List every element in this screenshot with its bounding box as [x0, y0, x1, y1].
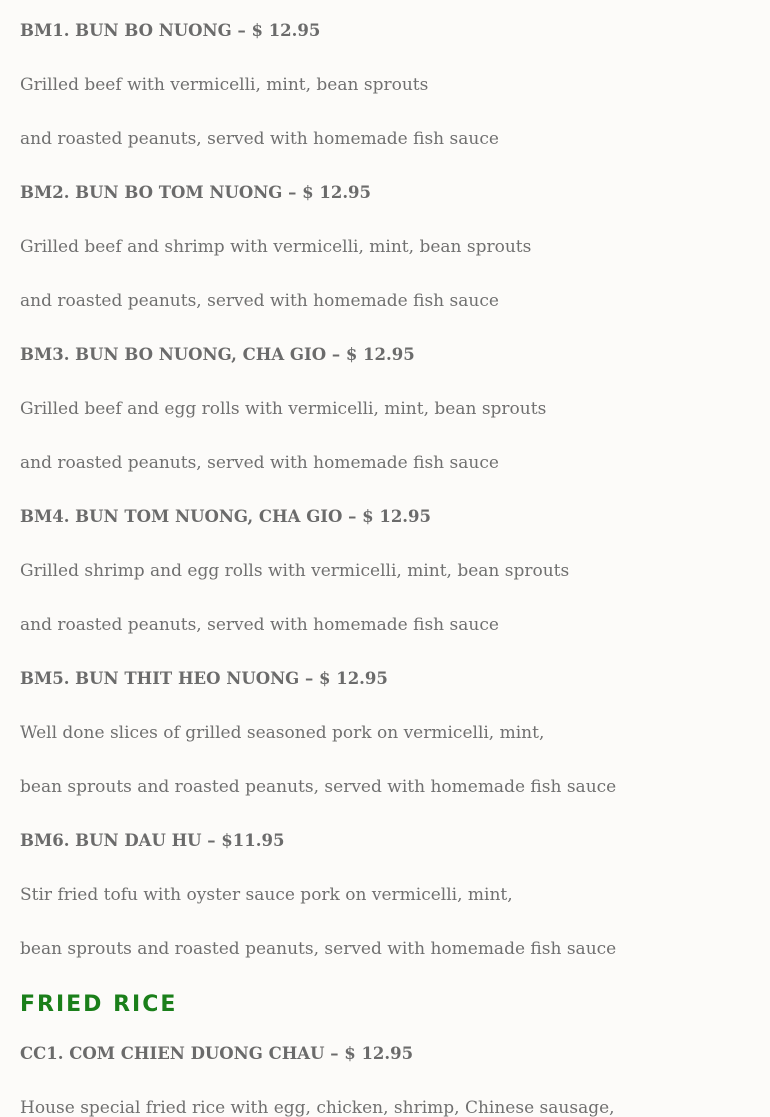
menu-item-description: Stir fried tofu with oyster sauce pork on vermicelli, mint,	[20, 885, 513, 905]
menu-item-description: and roasted peanuts, served with homemade fish sauce	[20, 291, 499, 311]
section-heading-fried-rice: FRIED RICE	[20, 992, 178, 1017]
menu-item-description: bean sprouts and roasted peanuts, served with homemade fish sauce	[20, 939, 617, 959]
menu-item-description: Grilled beef and shrimp with vermicelli, mint, bean sprouts	[20, 237, 532, 257]
menu-item-description: Grilled shrimp and egg rolls with vermicelli, mint, bean sprouts	[20, 561, 570, 581]
menu-item-description: and roasted peanuts, served with homemade fish sauce	[20, 615, 499, 635]
menu-item-description: House special fried rice with egg, chicken, shrimp, Chinese sausage,	[20, 1098, 615, 1117]
menu-item-description: and roasted peanuts, served with homemade fish sauce	[20, 129, 499, 149]
menu-item-description: Grilled beef with vermicelli, mint, bean sprouts	[20, 75, 429, 95]
menu-item-title: CC1. COM CHIEN DUONG CHAU – $ 12.95	[20, 1044, 414, 1063]
menu-item-title: BM5. BUN THIT HEO NUONG – $ 12.95	[20, 669, 388, 688]
menu-item-description: Well done slices of grilled seasoned pork on vermicelli, mint,	[20, 723, 545, 743]
menu-item-description: Grilled beef and egg rolls with vermicelli, mint, bean sprouts	[20, 399, 547, 419]
menu-item-title: BM2. BUN BO TOM NUONG – $ 12.95	[20, 183, 372, 202]
menu-item-description: and roasted peanuts, served with homemade fish sauce	[20, 453, 499, 473]
menu-item-title: BM4. BUN TOM NUONG, CHA GIO – $ 12.95	[20, 507, 432, 526]
menu-item-title: BM6. BUN DAU HU – $11.95	[20, 831, 285, 850]
menu-item-description: bean sprouts and roasted peanuts, served with homemade fish sauce	[20, 777, 617, 797]
menu-item-title: BM3. BUN BO NUONG, CHA GIO – $ 12.95	[20, 345, 415, 364]
menu-item-title: BM1. BUN BO NUONG – $ 12.95	[20, 21, 321, 40]
